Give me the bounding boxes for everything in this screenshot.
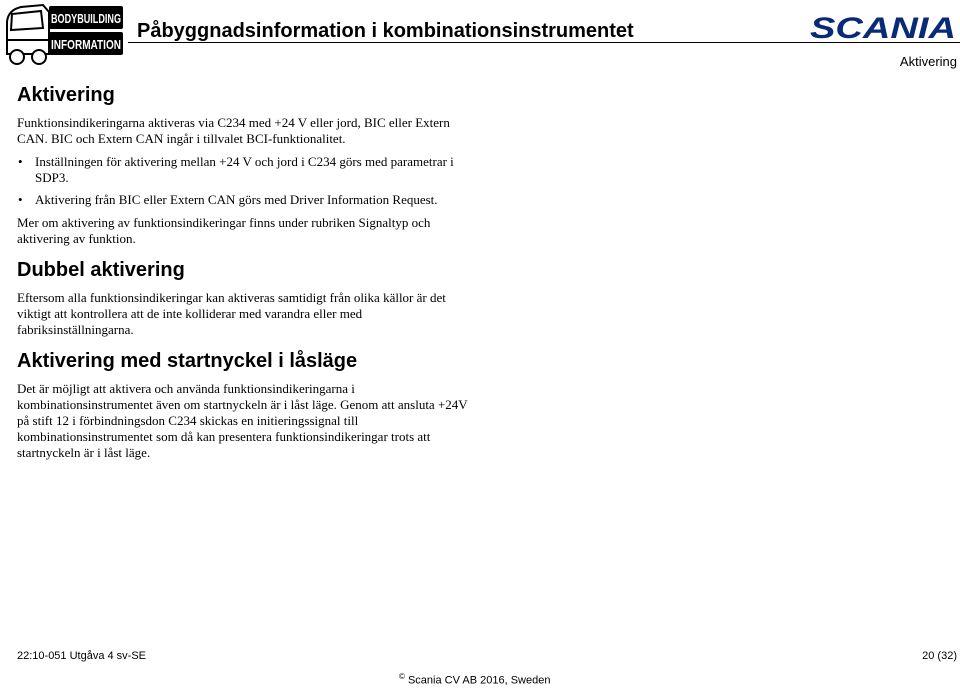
startnyckel-paragraph: Det är möjligt att aktivera och använda funktionsindikeringarna i kombinationsinstrumentet även om startnyckeln är i låst läge. Genom att ansluta +24V på stift 12 i förbindningsdon C234 skickas en initieringssignal till kombinationsinstrumentet som då kan presentera funktionsindikeringar trots att startnyckeln är i låst läge. (17, 381, 468, 460)
page-title: Påbyggnadsinformation i kombinationsinstrumentet (137, 20, 634, 42)
list-item-text: Aktivering från BIC eller Extern CAN görs med Driver Information Request. (35, 192, 438, 207)
logo-line-2: INFORMATION (51, 38, 121, 52)
section-heading-dubbel-aktivering: Dubbel aktivering (17, 259, 185, 281)
section-heading-startnyckel: Aktivering med startnyckel i låsläge (17, 350, 358, 372)
dubbel-aktivering-paragraph: Eftersom alla funktionsindikeringar kan aktiveras samtidigt från olika källor är det viktigt att kontrollera att de inte kolliderar med varandra eller med fabriksinställningarna. (17, 290, 446, 337)
truck-icon (7, 5, 49, 64)
page-number: 20 (32) (922, 650, 957, 662)
intro-paragraph: Funktionsindikeringarna aktiveras via C234 med +24 V eller jord, BIC eller Extern CAN. BIC och Extern CAN ingår i tillvalet BCI-funktionalitet. (17, 115, 450, 146)
copyright-text: Scania CV AB 2016, Sweden (407, 674, 551, 687)
main-content (17, 84, 477, 468)
bullet-list (17, 154, 477, 208)
list-item (17, 154, 477, 186)
scania-logo (810, 9, 956, 45)
more-info-paragraph: Mer om aktivering av funktionsindikeringar finns under rubriken Signaltyp och aktivering av funktion. (17, 215, 431, 246)
section-label: Aktivering (899, 54, 957, 69)
section-heading-aktivering: Aktivering (17, 84, 115, 106)
bullet-icon: • (18, 154, 23, 169)
bodybuilding-information-logo (3, 2, 125, 70)
document-id: 22:10-051 Utgåva 4 sv-SE (17, 650, 147, 662)
copyright-symbol: © (399, 672, 405, 681)
logo-line-1: BODYBUILDING (51, 12, 121, 26)
list-item (17, 192, 477, 208)
copyright (399, 672, 550, 687)
scania-wordmark: SCANIA (810, 12, 956, 45)
bullet-icon: • (18, 192, 23, 207)
list-item-text: Inställningen för aktivering mellan +24 V och jord i C234 görs med parametrar i SDP3. (35, 154, 454, 185)
